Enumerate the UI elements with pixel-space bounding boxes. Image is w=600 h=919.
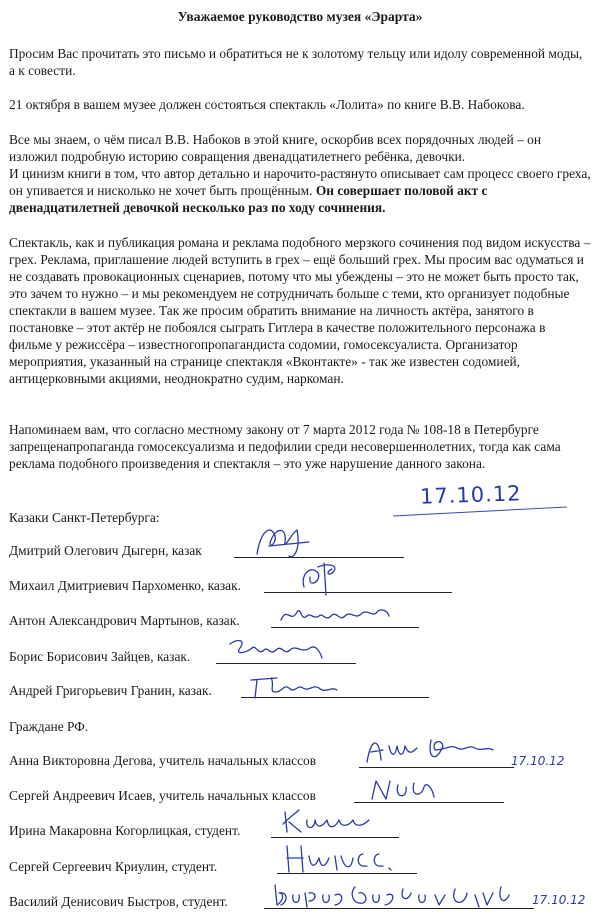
signer-row xyxy=(9,682,439,704)
paragraph-3-part-b: И цинизм книги в том, что автор детально и нарочито-растянуто описывает сам процесс своего греха, он упивается и нисколько не хочет быть прощённым. xyxy=(9,166,591,198)
signer-name: Михаил Дмитриевич Пархоменко, казак. xyxy=(9,578,241,593)
signer-name: Антон Александрович Мартынов, казак. xyxy=(9,613,240,628)
signature xyxy=(247,674,347,704)
date-underline xyxy=(393,506,567,516)
signature-date: 17.10.12 xyxy=(532,893,586,907)
signer-row xyxy=(9,752,591,774)
signature xyxy=(277,602,397,634)
signature xyxy=(281,840,411,880)
signature xyxy=(249,520,339,564)
signer-row xyxy=(9,648,409,670)
signature xyxy=(279,806,389,838)
paragraph-3-bold: Он совершает половой акт с двенадцатилетней девочкой несколько раз по ходу сочинения. xyxy=(9,183,488,215)
signer-row xyxy=(9,787,509,809)
letter-title: Уважаемое руководство музея «Эрарта» xyxy=(177,9,423,24)
citizens-label: Граждане РФ. xyxy=(9,719,89,734)
paragraph-4: Спектакль, как и публикация романа и реклама подобного мерзкого сочинения под видом искусства – грех. Реклама, приглашение людей вступить в грех – ещё больший грех. Мы просим вас одуматься и не создавать провокационных сценариев, потому что мы убеждены – это не может быть просто так, это зачем то нужно – и мы рекомендуем не сотрудничать больше с теми, кто организует подобные спектакли в вашем музее. Так же просим обратить внимание на личность актёра, занятого в постановке – этот актёр не побоялся сыграть Гитлера в качестве положительного персонажа в фильме у режиссёра – известногопропагандиста содомии, гомосексуалиста. Организатор мероприятия, указанный на странице спектакля «Вконтакте» - так же известен содомией, антицерковными акциями, неоднократно судим, наркоман. xyxy=(9,235,591,386)
signer-name: Андрей Григорьевич Гранин, казак. xyxy=(9,683,212,698)
paragraph-3 xyxy=(9,131,591,216)
signer-name: Ирина Макаровна Когорлицкая, студент. xyxy=(9,823,241,838)
paragraph-1: Просим Вас прочитать это письмо и обратиться не к золотому тельцу или идолу современной моды, а к совести. xyxy=(9,46,583,78)
paragraph-3-part-a: Все мы знаем, о чём писал В.В. Набоков в этой книге, оскорбив всех порядочных людей – он изложил подробную историю совращения двенадцатилетнего ребёнка, девочки. xyxy=(9,132,542,164)
cossacks-label: Казаки Санкт-Петербурга: xyxy=(9,510,160,525)
signer-name: Сергей Андреевич Исаев, учитель начальных классов xyxy=(9,788,316,803)
signer-name: Дмитрий Олегович Дыгерн, казак xyxy=(9,543,202,558)
signer-name: Василий Денисович Быстров, студент. xyxy=(9,894,228,909)
paragraph-2: 21 октября в вашем музее должен состояться спектакль «Лолита» по книге В.В. Набокова. xyxy=(9,97,525,112)
signer-row xyxy=(9,612,579,634)
signer-name: Сергей Сергеевич Криулин, студент. xyxy=(9,859,218,874)
signature xyxy=(224,634,334,670)
signature xyxy=(364,775,444,805)
signer-row xyxy=(9,858,429,880)
signature xyxy=(361,732,511,772)
signature xyxy=(294,559,374,599)
handwritten-date: 17.10.12 xyxy=(419,481,522,509)
signer-name: Анна Викторовна Дегова, учитель начальных классов xyxy=(9,753,317,768)
paragraph-5: Напоминаем вам, что согласно местному закону от 7 марта 2012 года № 108-18 в Петербурге запрещенапропаганда гомосексуализма и педофилии среди несовершеннолетних, тогда как сама реклама подобного произведения и спектакля – это уже нарушение данного закона. xyxy=(9,422,561,471)
signer-row xyxy=(9,893,591,915)
signature-date: 17.10.12 xyxy=(511,754,565,768)
signer-row xyxy=(9,577,459,599)
signer-name: Борис Борисович Зайцев, казак. xyxy=(9,649,191,664)
signature xyxy=(269,879,539,913)
